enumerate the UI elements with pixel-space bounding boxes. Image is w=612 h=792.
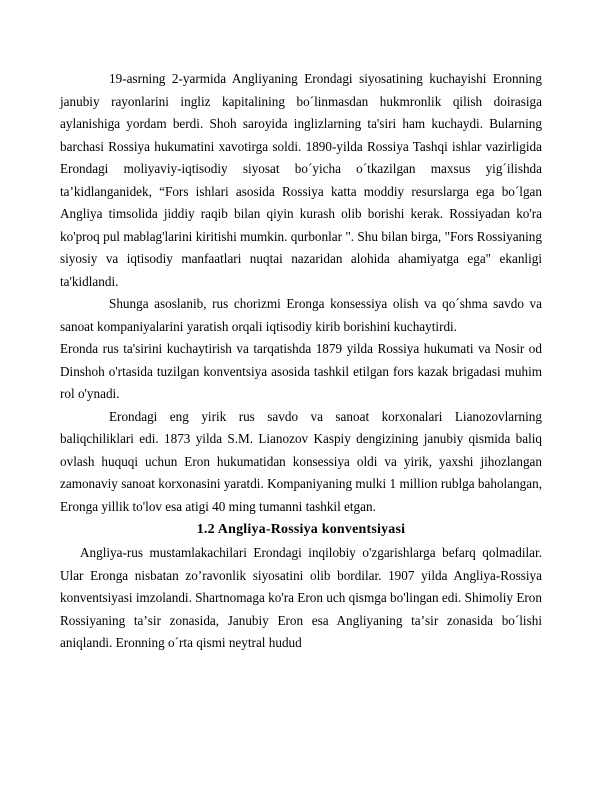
paragraph-cossack-brigade: Eronda rus ta'sirini kuchaytirish va tarqatishda 1879 yilda Rossiya hukumati va Nosir od Dinshoh o'rtasida tuzilgan konventsiya asosida tashkil etilgan fors kazak brigadasi muhim rol o'ynadi. — [60, 341, 542, 401]
paragraph-lianozov-fisheries: Erondagi eng yirik rus savdo va sanoat korxonalari Lianozovlarning baliqchiliklari edi. 1873 yilda S.M. Lianozov Kaspiy dengizining janubiy qismida baliq ovlash huquqi uchun Eron hukumatidan konsessiya oldi va yirik, yaxshi jihozlangan zamonaviy sanoat korxonasini yaratdi. Kompaniyaning mulki 1 million rublga baholangan, Eronga yillik to'lov esa atigi 40 ming tumanni tashkil etgan. — [60, 408, 542, 514]
paragraph-english-influence: 19-asrning 2-yarmida Angliyaning Erondagi siyosatining kuchayishi Eronning janubiy rayonlarini ingliz kapitalining bo´linmasdan hukmronlik qilish doirasiga aylanishiga yordam berdi. Shoh saroyida inglizlarning ta'siri ham kuchaydi. Bularning barchasi Rossiya hukumatini xavotirga soldi. 1890-yilda Rossiya Tashqi ishlar vazirligida Erondagi moliyaviy-iqtisodiy siyosat bo´yicha o´tkazilgan maxsus yig´ilishda taʼkidlanganidek, “Fors ishlari asosida Rossiya katta moddiy resurslarga ega bo´lgan Angliya timsolida jiddiy raqib bilan qiyin kurash olib borishi kerak. Rossiyadan ko'ra ko'proq pul mablag'larini kiritishi mumkin. qurbonlar ". Shu bilan birga, "Fors Rossiyaning siyosiy va iqtisodiy manfaatlari nuqtai nazaridan alohida ahamiyatga ega" ekanligi ta'kidlandi. — [60, 71, 542, 289]
paragraph-anglo-russian-convention: Angliya-rus mustamlakachilari Erondagi inqilobiy o'zgarishlarga befarq qolmadilar. Ular Eronga nisbatan zo’ravonlik siyosatini olib bordilar. 1907 yilda Angliya-Rossiya konventsiyasi imzolandi. Shartnomaga ko'ra Eron uch qismga bo'lingan edi. Shimoliy Eron Rossiyaning taʼsir zonasida, Janubiy Eron esa Angliyaning taʼsir zonasida bo´lishi aniqlandi. Eronning o´rta qismi neytral hudud — [60, 545, 542, 650]
paragraph-russian-concessions: Shunga asoslanib, rus chorizmi Eronga konsessiya olish va qo´shma savdo va sanoat kompaniyalarini yaratish orqali iqtisodiy kirib borishini kuchaytirdi. — [60, 296, 542, 334]
document-page — [60, 68, 542, 655]
section-heading: 1.2 Angliya-Rossiya konventsiyasi — [196, 522, 406, 537]
